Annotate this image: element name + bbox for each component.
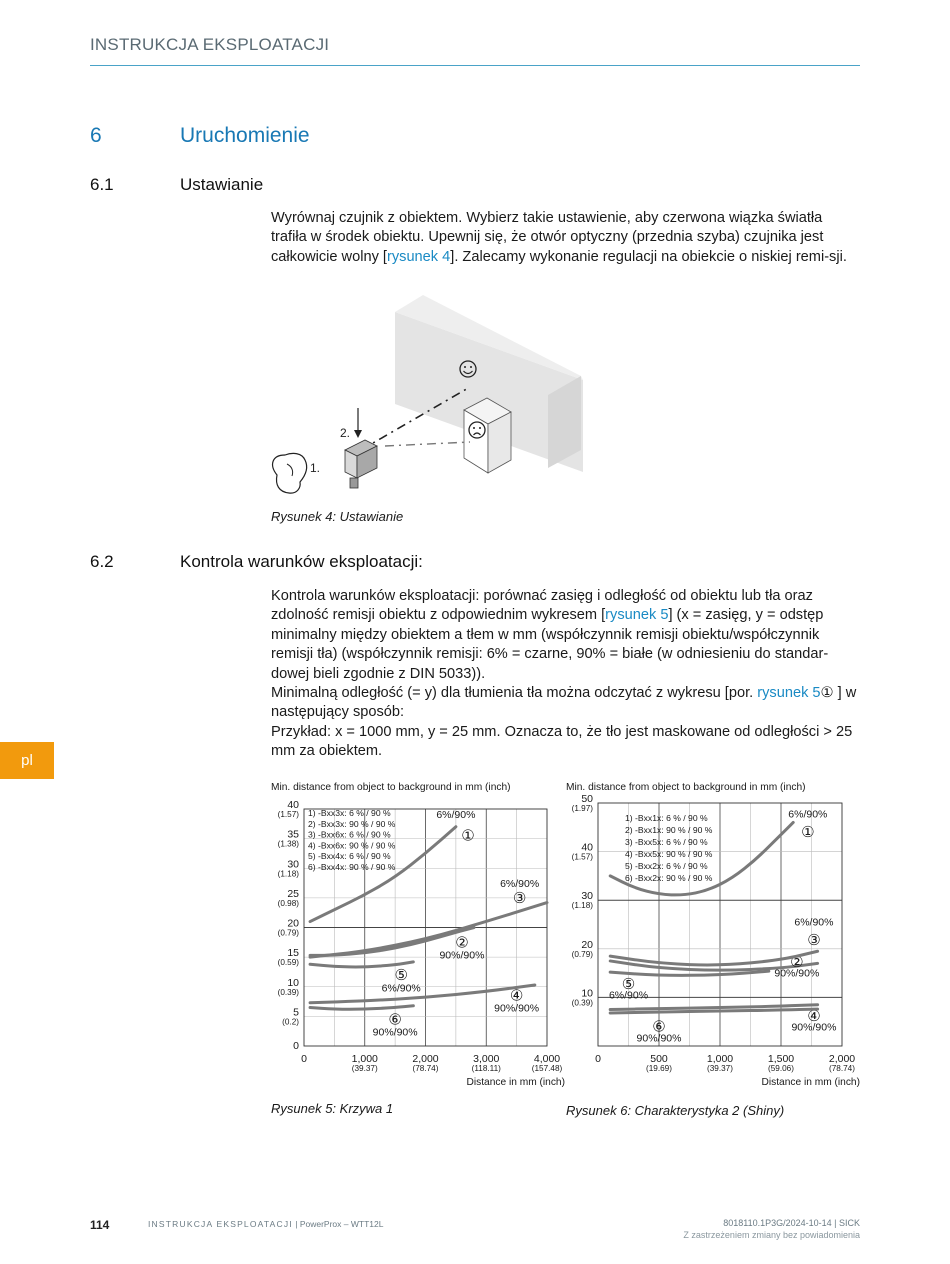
y-tick-sublabel: (1.57) <box>277 810 299 819</box>
legend-entry: 6) -Bxx4x: 90 % / 90 % <box>308 862 396 872</box>
section-title: Uruchomienie <box>180 124 310 147</box>
chart-curve-1 <box>265 775 575 1120</box>
subsection-title-2: Kontrola warunków eksploatacji: <box>180 552 423 571</box>
series-label-6: 90%/90% <box>636 1032 682 1045</box>
figure5-link[interactable]: rysunek 5 <box>605 607 669 624</box>
x-tick-label: 1,000 <box>706 1053 734 1065</box>
y-tick-label: 15 <box>287 947 299 960</box>
y-tick-label: 25 <box>287 887 299 900</box>
series-label-3: 6%/90% <box>500 878 540 891</box>
footer-document: INSTRUKCJA EKSPLOATACJI | PowerProx – WTT12L <box>148 1219 384 1229</box>
chart-title: Min. distance from object to background in mm (inch) <box>566 782 806 793</box>
x-tick-sublabel: (118.11) <box>471 1064 501 1073</box>
page-number: 114 <box>90 1218 110 1232</box>
section-number: 6 <box>90 124 102 147</box>
x-tick-label: 500 <box>650 1053 668 1065</box>
sensor-device <box>345 440 377 488</box>
series-marker-2: ② <box>455 934 469 952</box>
y-tick-label: 0 <box>293 1040 299 1052</box>
conditions-paragraph: Kontrola warunków eksploatacji: porównać zasięg i odległość od obiektu lub tła oraz zdolność remisji obiektu z odpowiednim wykresem [rysunek 5] (x = zasięg, y = odstęp minimalny między obiektem a tłem w mm (współczynnik remisji obiektu/współczynnik remisji tła) (współczynnik remisji: 6% = czarne, 90% = białe (w odniesieniu do standar-dowej bieli zgodnie z DIN 5033)). Minimalną odległość (= y) dla tłumienia tła można odczytać z wykresu [por. rysunek 5① ] w następujący sposób: Przykład: x = 1000 mm, y = 25 mm. Oznacza to, że tło jest maskowane od odległości > 25 mm za obiektem. <box>271 588 857 760</box>
legend-entry: 2) -Bxx1x: 90 % / 90 % <box>625 825 713 835</box>
x-tick-label: 1,500 <box>767 1053 795 1065</box>
series-label-4: 90%/90% <box>791 1021 837 1034</box>
y-tick-label: 10 <box>581 987 593 1000</box>
legend-entry: 6) -Bxx2x: 90 % / 90 % <box>625 873 713 883</box>
y-tick-label: 35 <box>287 828 299 841</box>
series-marker-1: ① <box>801 824 815 842</box>
legend-entry: 5) -Bxx4x: 6 % / 90 % <box>308 851 391 862</box>
language-tab[interactable]: pl <box>0 742 54 779</box>
series-line-3 <box>310 903 547 958</box>
y-tick-sublabel: (0.59) <box>277 958 299 968</box>
subsection-title: Ustawianie <box>180 175 264 194</box>
y-tick-label: 50 <box>581 793 593 805</box>
y-tick-label: 20 <box>287 917 299 930</box>
series-marker-4: ④ <box>509 987 524 1005</box>
footer-doc-id: 8018110.1P3G/2024-10-14 | SICK <box>723 1218 860 1228</box>
y-tick-sublabel: (1.38) <box>277 839 299 849</box>
x-tick-sublabel: (39.37) <box>707 1064 733 1073</box>
alignment-paragraph: Wyrównaj czujnik z obiektem. Wybierz takie ustawienie, aby czerwona wiązka światła trafiła w środek obiektu. Upewnij się, że otwór optyczny (przednia szyba) czujnika jest całkowicie wolny [rysunek 4]. Zalecamy wykonanie regulacji na obiekcie o niskiej remi-sji. <box>271 210 847 265</box>
figure4-caption: Rysunek 4: Ustawianie <box>271 509 404 524</box>
x-tick-label: 4,000 <box>533 1053 561 1065</box>
series-marker-1: ① <box>461 827 475 845</box>
series-line-4 <box>310 985 535 1003</box>
y-tick-label: 5 <box>293 1006 299 1019</box>
x-axis-label: Distance in mm (inch) <box>761 1077 860 1088</box>
x-tick-sublabel: (39.37) <box>351 1064 378 1073</box>
step-label-1: 1. <box>310 461 321 475</box>
running-header: INSTRUKCJA EKSPLOATACJI <box>90 35 330 54</box>
header-rule <box>90 65 860 66</box>
series-label-5: 6%/90% <box>608 989 649 1002</box>
figure5-caption: Rysunek 5: Krzywa 1 <box>271 1101 394 1116</box>
figure5-link-2[interactable]: rysunek 5 <box>757 685 821 702</box>
x-tick-label: 1,000 <box>351 1053 378 1065</box>
series-label-3: 6%/90% <box>794 916 834 929</box>
series-line-3 <box>610 951 817 965</box>
legend-entry: 3) -Bxx5x: 6 % / 90 % <box>625 837 708 847</box>
x-tick-sublabel: (157.48) <box>531 1064 563 1073</box>
x-tick-label: 0 <box>595 1053 601 1065</box>
chart-title: Min. distance from object to background in mm (inch) <box>271 782 511 793</box>
y-tick-label: 40 <box>287 799 299 811</box>
y-tick-label: 10 <box>287 976 299 989</box>
subsection-number-2: 6.2 <box>90 552 114 571</box>
footer-notice: Z zastrzeżeniem zmiany bez powiadomienia <box>683 1230 860 1240</box>
x-tick-label: 2,000 <box>828 1053 856 1065</box>
series-marker-5: ⑤ <box>394 966 408 984</box>
series-label-4: 90%/90% <box>494 1002 540 1015</box>
legend-entry: 3) -Bxx6x: 6 % / 90 % <box>308 829 391 840</box>
legend-entry: 1) -Bxx1x: 6 % / 90 % <box>625 813 708 823</box>
y-tick-sublabel: (1.18) <box>571 901 593 911</box>
alignment-figure <box>265 290 595 505</box>
series-label-5: 6%/90% <box>381 982 421 995</box>
figure4-link[interactable]: rysunek 4 <box>386 248 451 265</box>
y-tick-sublabel: (0.39) <box>571 998 593 1008</box>
x-tick-sublabel: (78.74) <box>829 1064 855 1073</box>
y-tick-sublabel: (0.39) <box>277 987 299 997</box>
legend-entry: 2) -Bxx3x: 90 % / 90 % <box>308 818 396 829</box>
chart-characteristic-2 <box>560 775 870 1120</box>
x-tick-sublabel: (19.69) <box>646 1064 672 1073</box>
x-tick-sublabel: (78.74) <box>412 1064 439 1073</box>
series-marker-6: ⑥ <box>388 1011 402 1029</box>
y-tick-sublabel: (0.79) <box>277 928 299 938</box>
x-tick-label: 0 <box>301 1053 307 1065</box>
series-marker-2: ② <box>790 953 804 971</box>
y-tick-sublabel: (0.2) <box>282 1017 299 1027</box>
series-line-6 <box>310 1006 413 1010</box>
legend-entry: 5) -Bxx2x: 6 % / 90 % <box>625 861 708 871</box>
y-tick-label: 30 <box>581 890 593 903</box>
series-marker-5: ⑤ <box>621 975 636 993</box>
series-marker-3: ③ <box>807 932 821 950</box>
series-label-1: 6%/90% <box>436 808 476 821</box>
y-tick-label: 30 <box>287 858 299 871</box>
series-marker-3: ③ <box>512 889 527 907</box>
beam-to-object <box>385 442 470 446</box>
series-marker-6: ⑥ <box>652 1018 666 1036</box>
legend-entry: 1) -Bxx3x: 6 % / 90 % <box>308 808 391 818</box>
x-axis-label: Distance in mm (inch) <box>466 1077 565 1088</box>
legend-entry: 4) -Bxx6x: 90 % / 90 % <box>308 840 396 851</box>
series-label-2: 90%/90% <box>774 967 820 980</box>
y-tick-sublabel: (1.18) <box>277 869 299 879</box>
y-tick-sublabel: (0.98) <box>277 898 299 908</box>
arrow-head <box>354 430 362 438</box>
y-tick-sublabel: (1.57) <box>571 852 593 862</box>
step-label-2: 2. <box>340 426 351 440</box>
y-tick-sublabel: (1.97) <box>571 804 593 813</box>
y-tick-label: 40 <box>581 841 593 854</box>
y-tick-label: 20 <box>581 938 593 951</box>
x-tick-label: 3,000 <box>473 1053 500 1065</box>
legend-entry: 4) -Bxx5x: 90 % / 90 % <box>625 849 713 859</box>
series-label-2: 90%/90% <box>439 949 485 962</box>
x-tick-label: 2,000 <box>412 1053 439 1065</box>
series-label-1: 6%/90% <box>788 808 828 821</box>
figure6-caption: Rysunek 6: Charakterystyka 2 (Shiny) <box>566 1103 785 1118</box>
subsection-number: 6.1 <box>90 175 114 194</box>
series-marker-4: ④ <box>807 1007 821 1025</box>
y-tick-sublabel: (0.79) <box>571 949 593 959</box>
hand-icon <box>273 453 307 493</box>
series-label-6: 90%/90% <box>372 1026 418 1039</box>
x-tick-sublabel: (59.06) <box>768 1064 794 1073</box>
